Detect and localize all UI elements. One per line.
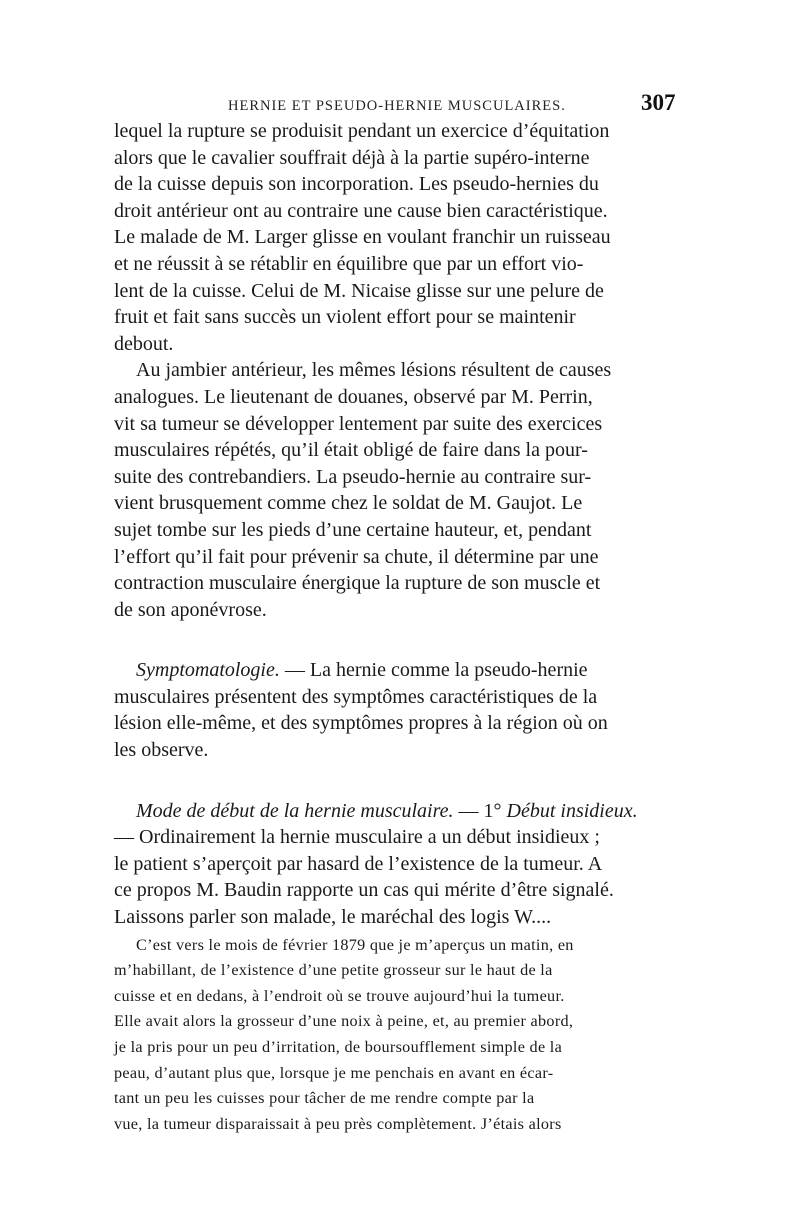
section-heading: Symptomatologie.: [136, 659, 280, 682]
page-number: 307: [641, 90, 676, 115]
text-line: droit antérieur ont au contraire une cause bien caractéristique.: [114, 199, 608, 222]
quote-line: je la pris pour un peu d’irritation, de boursoufflement simple de la: [114, 1038, 563, 1056]
text-line: et ne réussit à se rétablir en équilibre que par un effort vio-: [114, 252, 584, 275]
text-line: de son aponévrose.: [114, 598, 267, 621]
text-line: sujet tombe sur les pieds d’une certaine hauteur, et, pendant: [114, 518, 592, 541]
page-body: [114, 118, 682, 1137]
text-line: de la cuisse depuis son incorporation. Les pseudo-hernies du: [114, 173, 599, 196]
text-line: analogues. Le lieutenant de douanes, observé par M. Perrin,: [114, 385, 593, 408]
text-line: [114, 798, 682, 825]
text-line: fruit et fait sans succès un violent effort pour se maintenir: [114, 306, 576, 329]
quote-line: C’est vers le mois de février 1879 que je m’aperçus un matin, en: [136, 935, 574, 954]
running-header: HERNIE ET PSEUDO-HERNIE MUSCULAIRES.: [228, 98, 566, 114]
text-line: lent de la cuisse. Celui de M. Nicaise glisse sur une pelure de: [114, 279, 604, 302]
section-heading: Mode de début de la hernie musculaire.: [136, 799, 454, 822]
text-line: vient brusquement comme chez le soldat de M. Gaujot. Le: [114, 492, 583, 515]
paragraph-mode-de-debut: [114, 798, 682, 931]
quote-line: m’habillant, de l’existence d’une petite grosseur sur le haut de la: [114, 961, 553, 980]
text-line: Le malade de M. Larger glisse en voulant franchir un ruisseau: [114, 226, 611, 249]
text-line: les observe.: [114, 739, 209, 762]
text-run: — 1°: [453, 799, 507, 822]
text-line: suite des contrebandiers. La pseudo-hernie au contraire sur-: [114, 465, 592, 488]
quote-line: tant un peu les cuisses pour tâcher de me rendre compte par la: [114, 1089, 535, 1108]
text-line: Laissons parler son malade, le maréchal des logis W....: [114, 906, 552, 929]
text-line: musculaires répétés, qu’il était obligé de faire dans la pour-: [114, 439, 588, 462]
text-line: musculaires présentent des symptômes caractéristiques de la: [114, 685, 598, 708]
text-line: contraction musculaire énergique la rupture de son muscle et: [114, 572, 601, 595]
subsection-heading: Début insidieux.: [506, 799, 638, 822]
text-run: — La hernie comme la pseudo-hernie: [279, 659, 588, 682]
quote-line: peau, d’autant plus que, lorsque je me penchais en avant en écar-: [114, 1063, 554, 1082]
patient-quote: [114, 933, 682, 1138]
text-line: le patient s’aperçoit par hasard de l’existence de la tumeur. A: [114, 852, 603, 875]
text-line: l’effort qu’il fait pour prévenir sa chute, il détermine par une: [114, 545, 599, 568]
text-line: lequel la rupture se produisit pendant un exercice d’équitation: [114, 120, 610, 142]
text-line: debout.: [114, 332, 174, 355]
text-line: Au jambier antérieur, les mêmes lésions résultent de causes: [136, 359, 612, 382]
quote-line: vue, la tumeur disparaissait à peu près complètement. J’étais alors: [114, 1114, 562, 1133]
text-line: lésion elle-même, et des symptômes propres à la région où on: [114, 712, 608, 735]
text-line: alors que le cavalier souffrait déjà à la partie supéro-interne: [114, 146, 590, 169]
quote-line: cuisse et en dedans, à l’endroit où se trouve aujourd’hui la tumeur.: [114, 986, 565, 1005]
paragraph-symptomatologie: [114, 657, 682, 763]
quote-line: Elle avait alors la grosseur d’une noix à peine, et, au premier abord,: [114, 1012, 574, 1031]
text-line: [114, 657, 682, 684]
paragraph-2: [114, 357, 682, 623]
text-line: ce propos M. Baudin rapporte un cas qui mérite d’être signalé.: [114, 879, 614, 902]
paragraph-1: [114, 118, 682, 357]
text-line: — Ordinairement la hernie musculaire a un début insidieux ;: [114, 826, 600, 849]
text-line: vit sa tumeur se développer lentement par suite des exercices: [114, 412, 603, 435]
